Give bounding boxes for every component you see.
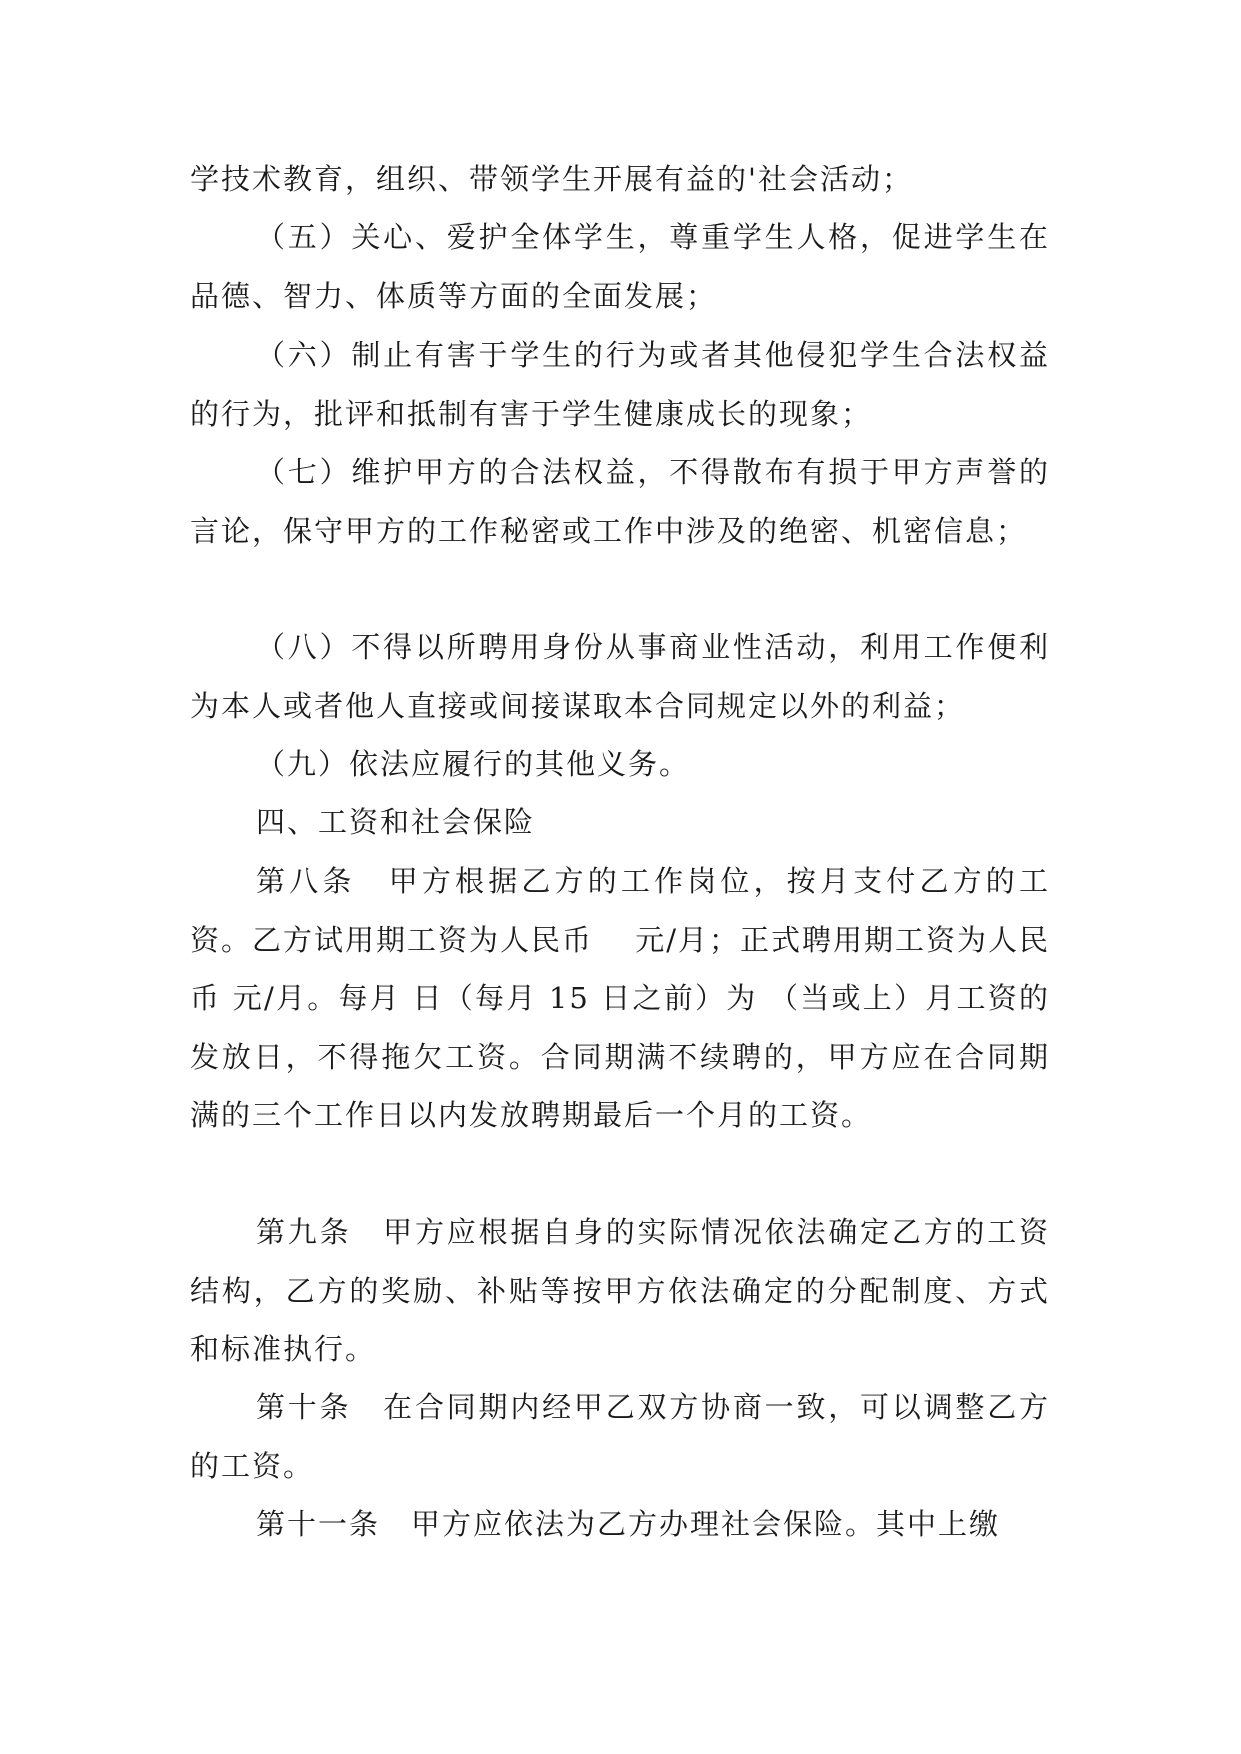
paragraph-item-6: （六）制止有害于学生的行为或者其他侵犯学生合法权益的行为，批评和抵制有害于学生健康成长的现象； (190, 338, 1050, 431)
article-9: 第九条 甲方应根据自身的实际情况依法确定乙方的工资结构，乙方的奖励、补贴等按甲方依法确定的分配制度、方式和标准执行。 (190, 1215, 1050, 1366)
paragraph-continuation: 学技术教育，组织、带领学生开展有益的'社会活动； (190, 162, 913, 196)
article-11: 第十一条 甲方应依法为乙方办理社会保险。其中上缴 (256, 1507, 1001, 1541)
paragraph-item-5: （五）关心、爱护全体学生，尊重学生人格，促进学生在品德、智力、体质等方面的全面发展； (190, 220, 1050, 313)
article-8: 第八条 甲方根据乙方的工作岗位，按月支付乙方的工资。乙方试用期工资为人民币 元/月；正式聘用期工资为人民币 元/月。每月 日（每月 15 日之前）为 （当或上）月工资的发放日，不得拖欠工资。合同期满不续聘的，甲方应在合同期满的三个工作日以内发放聘期最后一个月的工资。 (190, 864, 1050, 1132)
paragraph-item-9: （九）依法应履行的其他义务。 (256, 747, 691, 781)
section-heading-wages: 四、工资和社会保险 (256, 805, 536, 839)
paragraph-item-8: （八）不得以所聘用身份从事商业性活动，利用工作便利为本人或者他人直接或间接谋取本合同规定以外的利益； (190, 630, 1050, 723)
paragraph-item-7: （七）维护甲方的合法权益，不得散布有损于甲方声誉的言论，保守甲方的工作秘密或工作中涉及的绝密、机密信息； (190, 455, 1050, 548)
article-10: 第十条 在合同期内经甲乙双方协商一致，可以调整乙方的工资。 (190, 1390, 1050, 1483)
